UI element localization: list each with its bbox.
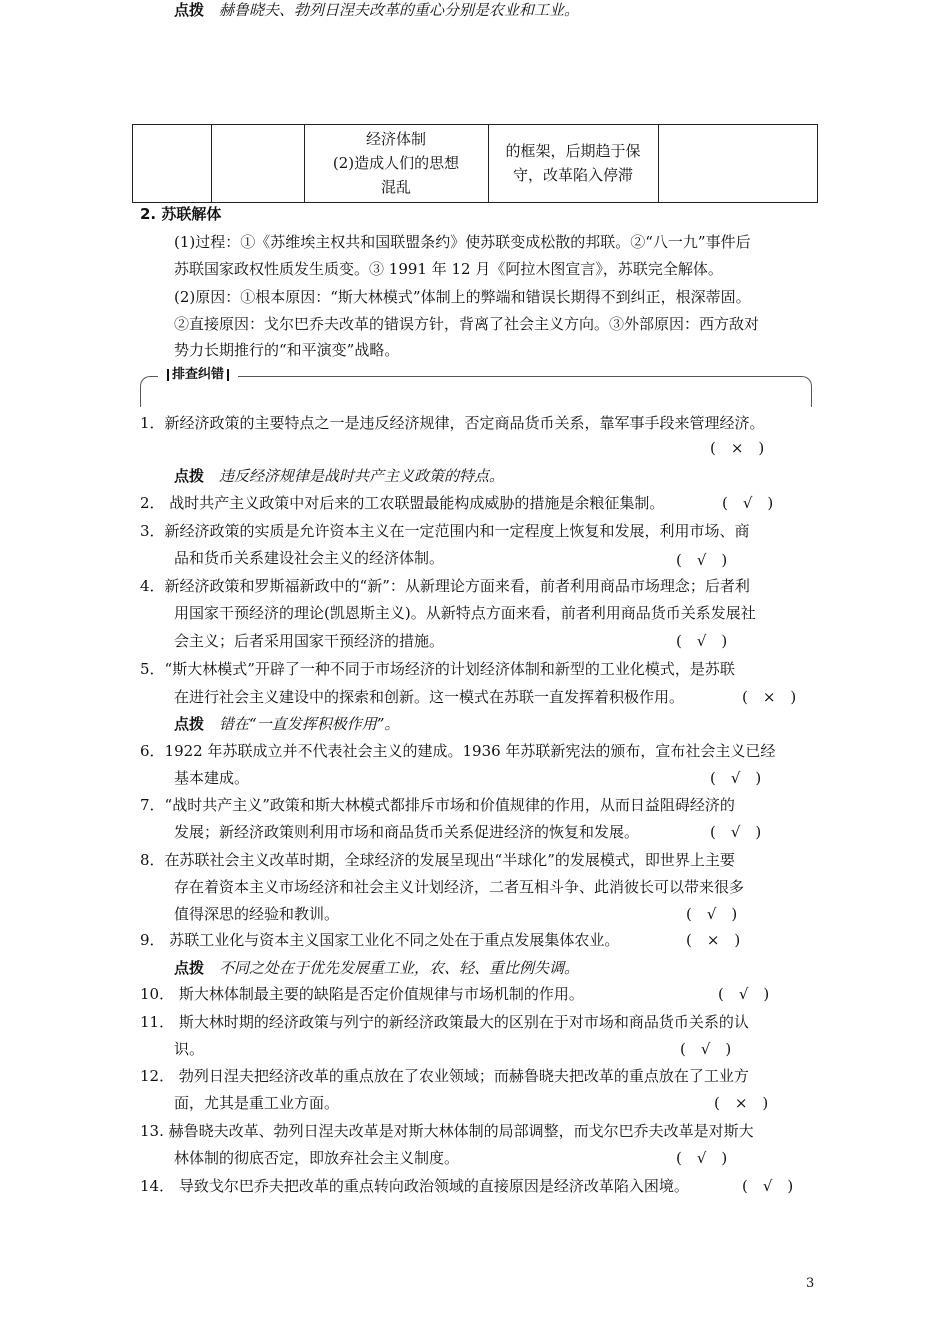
review-item-line: 在进行社会主义建设中的探索和创新。这一模式在苏联一直发挥着积极作用。 [174,688,685,706]
review-item-line: 14． 导致戈尔巴乔夫把改革的重点转向政治领域的直接原因是经济改革陷入困境。 [140,1177,689,1195]
hint-label: 点拨 [174,467,205,485]
review-item-line: 2． 战时共产主义政策中对后来的工农联盟最能构成威胁的措施是余粮征集制。 [140,494,665,512]
review-item-line: 发展；新经济政策则利用市场和商品货币关系促进经济的恢复和发展。 [174,823,640,841]
answer-mark: ( √ ) [718,985,770,1003]
answer-mark: ( √ ) [686,905,738,923]
hint-label: 点拨 [174,715,205,733]
continuation-table [132,124,818,203]
review-item-line: 品和货币关系建设社会主义的经济体制。 [174,549,445,567]
hint-line [174,466,504,486]
hint-line [174,714,399,734]
cell-line: 经济体制 [365,130,426,148]
table-cell-col4 [488,139,658,187]
hint-text: 赫鲁晓夫、勃列日涅夫改革的重心分别是农业和工业。 [219,1,580,19]
answer-mark: ( √ ) [710,769,762,787]
review-item-line: 8．在苏联社会主义改革时期，全球经济的发展呈现出“半球化”的发展模式，即世界上主要 [140,851,735,869]
answer-mark: ( √ ) [676,1149,728,1167]
review-item-line: 面，尤其是重工业方面。 [174,1094,340,1112]
review-item-line: 12． 勃列日涅夫把经济改革的重点放在了农业领域；而赫鲁晓夫把改革的重点放在了工业方 [140,1067,749,1085]
cell-line: 守，改革陷入停滞 [512,166,633,184]
cell-line: 混乱 [380,178,411,196]
section-frame-title [158,366,238,384]
hint-text: 错在“一直发挥积极作用”。 [219,715,400,733]
review-item-line: 5．“斯大林模式”开辟了一种不同于市场经济的计划经济体制和新型的工业化模式，是苏联 [140,660,735,678]
review-item-line: 7．“战时共产主义”政策和斯大林模式都排斥市场和价值规律的作用，从而日益阻碍经济的 [140,796,735,814]
table-column [133,125,212,202]
paragraph-line: (2)原因：①根本原因：“斯大林模式”体制上的弊端和错误长期得不到纠正，根深蒂固。 [174,288,751,306]
answer-mark: ( × ) [686,931,741,949]
answer-mark: ( × ) [742,688,797,706]
hint-label: 点拨 [174,1,205,19]
review-item-line: 1．新经济政策的主要特点之一是违反经济规律，否定商品货币关系，靠军事手段来管理经济。 [140,414,765,432]
table-cell-col3 [304,127,488,199]
frame-bar-right [227,369,229,381]
paragraph-line: ②直接原因：戈尔巴乔夫改革的错误方针，背离了社会主义方向。③外部原因：西方敌对 [174,315,760,333]
answer-mark: ( × ) [710,439,765,457]
hint-line [174,958,579,978]
hint-text: 不同之处在于优先发展重工业，农、轻、重比例失调。 [219,959,580,977]
answer-mark: ( √ ) [676,632,728,650]
answer-mark: ( √ ) [676,551,728,569]
review-item-line: 会主义；后者采用国家干预经济的措施。 [174,632,445,650]
review-item-line: 9． 苏联工业化与资本主义国家工业化不同之处在于重点发展集体农业。 [140,931,620,949]
hint-text: 违反经济规律是战时共产主义政策的特点。 [219,467,505,485]
review-item-line: 3．新经济政策的实质是允许资本主义在一定范围内和一定程度上恢复和发展，利用市场、商 [140,522,750,540]
cell-line: (2)造成人们的思想 [332,154,460,172]
answer-mark: ( √ ) [722,494,774,512]
review-item-line: 6．1922 年苏联成立并不代表社会主义的建成。1936 年苏联新宪法的颁布，宣布社会主义已经 [140,742,776,760]
review-item-line: 13. 赫鲁晓夫改革、勃列日涅夫改革是对斯大林体制的局部调整，而戈尔巴乔夫改革是对斯大 [140,1122,754,1140]
answer-mark: ( √ ) [742,1177,794,1195]
section-frame [140,376,812,407]
frame-title-text: 排查纠错 [172,367,225,382]
page-number: 3 [806,1276,815,1291]
review-item-line: 基本建成。 [174,769,250,787]
paragraph-line: 势力长期推行的“和平演变”战略。 [174,341,400,359]
review-item-line: 4．新经济政策和罗斯福新政中的“新”：从新理论方面来看，前者利用商品市场理念；后者利 [140,577,750,595]
review-item-line: 值得深思的经验和教训。 [174,905,340,923]
section-heading: 2. 苏联解体 [140,205,222,223]
answer-mark: ( √ ) [710,823,762,841]
answer-mark: ( √ ) [680,1040,732,1058]
frame-bar-left [167,369,169,381]
cell-line: 的框架，后期趋于保 [505,142,641,160]
review-item-line: 用国家干预经济的理论(凯恩斯主义)。从新特点方面来看，前者利用商品货币关系发展社 [174,604,756,622]
hint-label: 点拨 [174,959,205,977]
table-column [211,125,305,202]
review-item-line: 识。 [174,1040,205,1058]
review-item-line: 11． 斯大林时期的经济政策与列宁的新经济政策最大的区别在于对市场和商品货币关系的认 [140,1013,749,1031]
paragraph-line: 苏联国家政权性质发生质变。③ 1991 年 12 月《阿拉木图宣言》，苏联完全解体。 [174,260,723,278]
hint-line [174,0,579,20]
paragraph-line: (1)过程：①《苏维埃主权共和国联盟条约》使苏联变成松散的邦联。②“八一九”事件后 [174,233,751,251]
answer-mark: ( × ) [714,1094,769,1112]
review-item-line: 林体制的彻底否定，即放弃社会主义制度。 [174,1149,460,1167]
review-item-line: 存在着资本主义市场经济和社会主义计划经济，二者互相斗争、此消彼长可以带来很多 [174,878,745,896]
review-item-line: 10． 斯大林体制最主要的缺陷是否定价值规律与市场机制的作用。 [140,985,584,1003]
